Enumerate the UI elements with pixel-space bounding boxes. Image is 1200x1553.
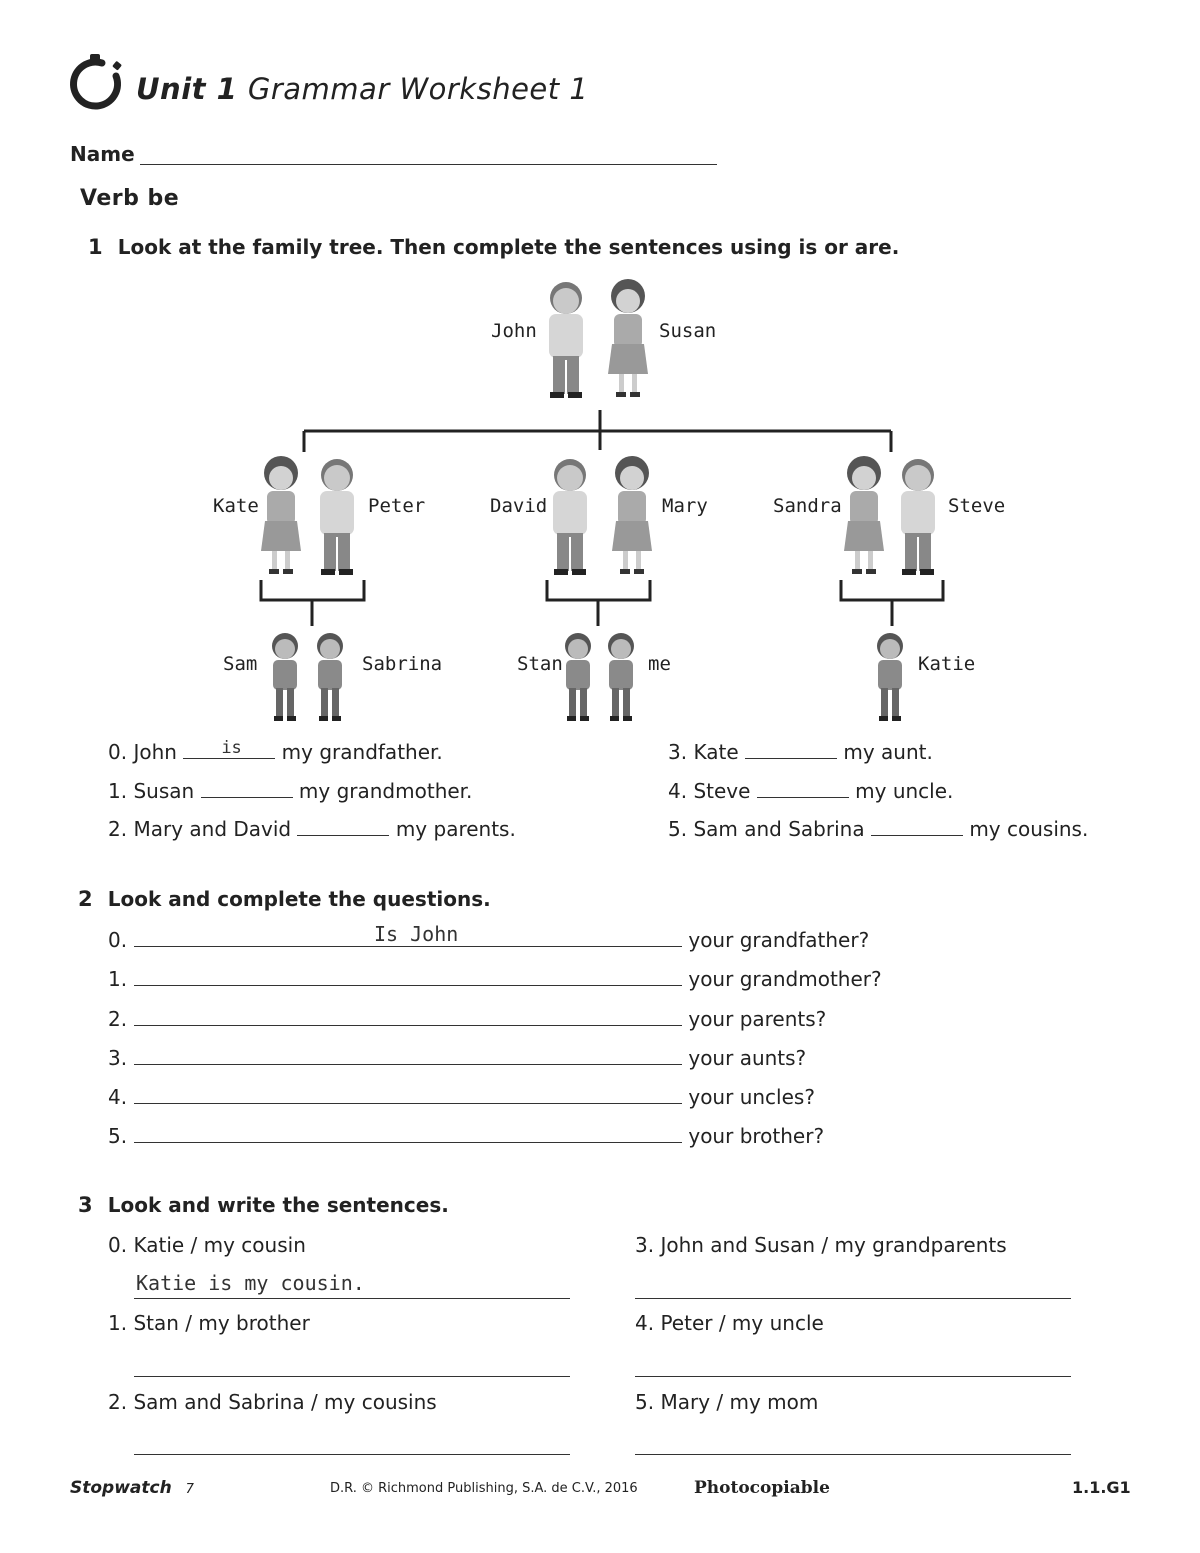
figure-mary xyxy=(612,456,652,574)
tree-name-david: David xyxy=(490,495,548,517)
brand-level: 7 xyxy=(185,1482,194,1497)
tree-name-stan: Stan xyxy=(517,653,563,675)
brand-logo: Stopwatch xyxy=(70,1478,172,1498)
ex3-answer-line[interactable] xyxy=(635,1298,1071,1299)
figure-sandra xyxy=(844,456,884,574)
tree-name-sandra: Sandra xyxy=(773,495,842,517)
stopwatch-logo-icon xyxy=(68,52,130,114)
figure-sabrina xyxy=(317,633,343,721)
ex3-number: 3 xyxy=(78,1193,93,1217)
ex1-item-subject: Sam and Sabrina xyxy=(693,817,865,841)
ex3-heading xyxy=(78,1193,449,1217)
ex3-item-num: 3. xyxy=(635,1233,655,1257)
ex2-item-rest: your parents? xyxy=(688,1007,827,1031)
ex2-item-0 xyxy=(108,922,870,952)
ex1-item-num: 4. xyxy=(668,779,688,803)
ex3-item-4 xyxy=(635,1311,824,1335)
section-title: Verb be xyxy=(80,186,180,211)
ex3-item-prompt: Sam and Sabrina / my cousins xyxy=(133,1390,437,1414)
ex3-item-num: 4. xyxy=(635,1311,655,1335)
tree-name-katie: Katie xyxy=(918,653,976,675)
tree-name-steve: Steve xyxy=(948,495,1006,517)
figure-steve xyxy=(901,459,935,575)
family-tree xyxy=(0,270,1200,735)
ex1-item-subject: Mary and David xyxy=(133,817,292,841)
ex3-answer-line[interactable] xyxy=(635,1376,1071,1377)
figure-peter xyxy=(320,459,354,575)
footer-code: 1.1.G1 xyxy=(1072,1478,1131,1497)
ex1-item-subject: John xyxy=(133,740,177,764)
ex2-item-1 xyxy=(108,967,882,991)
worksheet-title: Grammar Worksheet 1 xyxy=(247,72,589,106)
ex2-answer-blank[interactable] xyxy=(134,1064,682,1065)
figure-sam xyxy=(272,633,298,721)
ex3-instruction: Look and write the sentences. xyxy=(107,1193,449,1217)
tree-name-john: John xyxy=(491,320,537,342)
ex2-item-5 xyxy=(108,1124,824,1148)
ex2-item-rest: your grandmother? xyxy=(688,967,882,991)
ex2-heading xyxy=(78,887,491,911)
ex1-instruction: Look at the family tree. Then complete the sentences using is or are. xyxy=(117,235,900,259)
ex1-item-5 xyxy=(668,817,1088,841)
ex3-item-prompt: Stan / my brother xyxy=(133,1311,310,1335)
ex2-item-num: 5. xyxy=(108,1124,128,1148)
figure-me xyxy=(608,633,634,721)
ex2-answer-blank[interactable] xyxy=(134,1103,682,1104)
ex1-answer-blank[interactable] xyxy=(183,738,275,759)
tree-name-sam: Sam xyxy=(223,653,258,675)
ex3-item-3 xyxy=(635,1233,1007,1257)
tree-name-kate: Kate xyxy=(213,495,259,517)
ex2-item-num: 2. xyxy=(108,1007,128,1031)
ex2-answer-blank[interactable] xyxy=(134,1025,682,1026)
ex1-item-num: 5. xyxy=(668,817,688,841)
tree-name-sabrina: Sabrina xyxy=(362,653,443,675)
ex3-item-num: 2. xyxy=(108,1390,128,1414)
unit-label: Unit 1 xyxy=(136,72,238,106)
ex1-item-subject: Steve xyxy=(693,779,751,803)
ex2-item-rest: your aunts? xyxy=(688,1046,807,1070)
ex1-answer-blank[interactable] xyxy=(201,797,293,798)
ex1-item-num: 3. xyxy=(668,740,688,764)
ex2-instruction: Look and complete the questions. xyxy=(107,887,491,911)
ex1-item-rest: my parents. xyxy=(395,817,516,841)
figure-david xyxy=(553,459,587,575)
ex1-item-rest: my grandfather. xyxy=(281,740,443,764)
ex1-item-2 xyxy=(108,817,516,841)
ex1-item-3 xyxy=(668,740,933,764)
ex2-answer: Is John xyxy=(374,922,459,946)
ex2-number: 2 xyxy=(78,887,93,911)
ex1-item-rest: my uncle. xyxy=(855,779,954,803)
ex3-answer-line[interactable] xyxy=(134,1454,570,1455)
figure-katie xyxy=(877,633,903,721)
ex1-answer-blank[interactable] xyxy=(297,835,389,836)
name-field[interactable] xyxy=(140,164,717,165)
ex2-item-num: 1. xyxy=(108,967,128,991)
ex1-answer-blank[interactable] xyxy=(757,797,849,798)
ex1-number: 1 xyxy=(88,235,103,259)
ex3-item-num: 1. xyxy=(108,1311,128,1335)
ex3-answer-line[interactable] xyxy=(635,1454,1071,1455)
ex1-item-4 xyxy=(668,779,953,803)
ex2-answer-blank[interactable] xyxy=(134,922,682,947)
ex2-answer-blank[interactable] xyxy=(134,985,682,986)
ex2-item-num: 4. xyxy=(108,1085,128,1109)
figure-kate xyxy=(261,456,301,574)
ex1-item-subject: Kate xyxy=(693,740,739,764)
ex2-item-rest: your grandfather? xyxy=(688,928,870,952)
ex1-heading xyxy=(88,235,899,259)
ex3-item-num: 5. xyxy=(635,1390,655,1414)
ex3-item-num: 0. xyxy=(108,1233,128,1257)
ex3-item-5 xyxy=(635,1390,818,1414)
tree-name-mary: Mary xyxy=(662,495,708,517)
ex1-item-num: 0. xyxy=(108,740,128,764)
ex2-item-4 xyxy=(108,1085,815,1109)
ex1-item-rest: my cousins. xyxy=(969,817,1089,841)
tree-name-peter: Peter xyxy=(368,495,426,517)
ex3-item-prompt: John and Susan / my grandparents xyxy=(660,1233,1007,1257)
footer-copyright: D.R. © Richmond Publishing, S.A. de C.V., 2016 xyxy=(330,1481,638,1496)
ex3-answer: Katie is my cousin. xyxy=(136,1271,365,1295)
ex3-item-1 xyxy=(108,1311,310,1335)
tree-name-me: me xyxy=(648,653,671,675)
ex2-item-rest: your uncles? xyxy=(688,1085,815,1109)
ex1-item-rest: my grandmother. xyxy=(298,779,473,803)
figure-stan xyxy=(565,633,591,721)
tree-name-susan: Susan xyxy=(659,320,717,342)
ex1-item-1 xyxy=(108,779,472,803)
name-label: Name xyxy=(70,142,135,166)
page-title xyxy=(136,72,588,106)
figure-susan xyxy=(608,279,648,397)
ex1-item-subject: Susan xyxy=(133,779,195,803)
ex1-answer-blank[interactable] xyxy=(871,835,963,836)
ex3-item-prompt: Katie / my cousin xyxy=(133,1233,306,1257)
ex3-item-2 xyxy=(108,1390,437,1414)
ex1-item-rest: my aunt. xyxy=(843,740,933,764)
ex2-item-rest: your brother? xyxy=(688,1124,825,1148)
ex1-answer: is xyxy=(221,738,242,758)
ex3-item-prompt: Peter / my uncle xyxy=(660,1311,824,1335)
ex1-answer-blank[interactable] xyxy=(745,758,837,759)
ex2-answer-blank[interactable] xyxy=(134,1142,682,1143)
ex2-item-num: 0. xyxy=(108,928,128,952)
ex2-item-3 xyxy=(108,1046,806,1070)
ex3-item-prompt: Mary / my mom xyxy=(660,1390,819,1414)
ex2-item-2 xyxy=(108,1007,826,1031)
ex1-item-num: 2. xyxy=(108,817,128,841)
ex3-item-0 xyxy=(108,1233,306,1257)
footer-brand xyxy=(70,1478,194,1498)
ex2-item-num: 3. xyxy=(108,1046,128,1070)
ex3-answer-line[interactable] xyxy=(134,1298,570,1299)
figure-john xyxy=(549,282,583,398)
ex3-answer-line[interactable] xyxy=(134,1376,570,1377)
ex1-item-0 xyxy=(108,740,443,764)
footer-photocopiable: Photocopiable xyxy=(694,1478,830,1498)
ex1-item-num: 1. xyxy=(108,779,128,803)
